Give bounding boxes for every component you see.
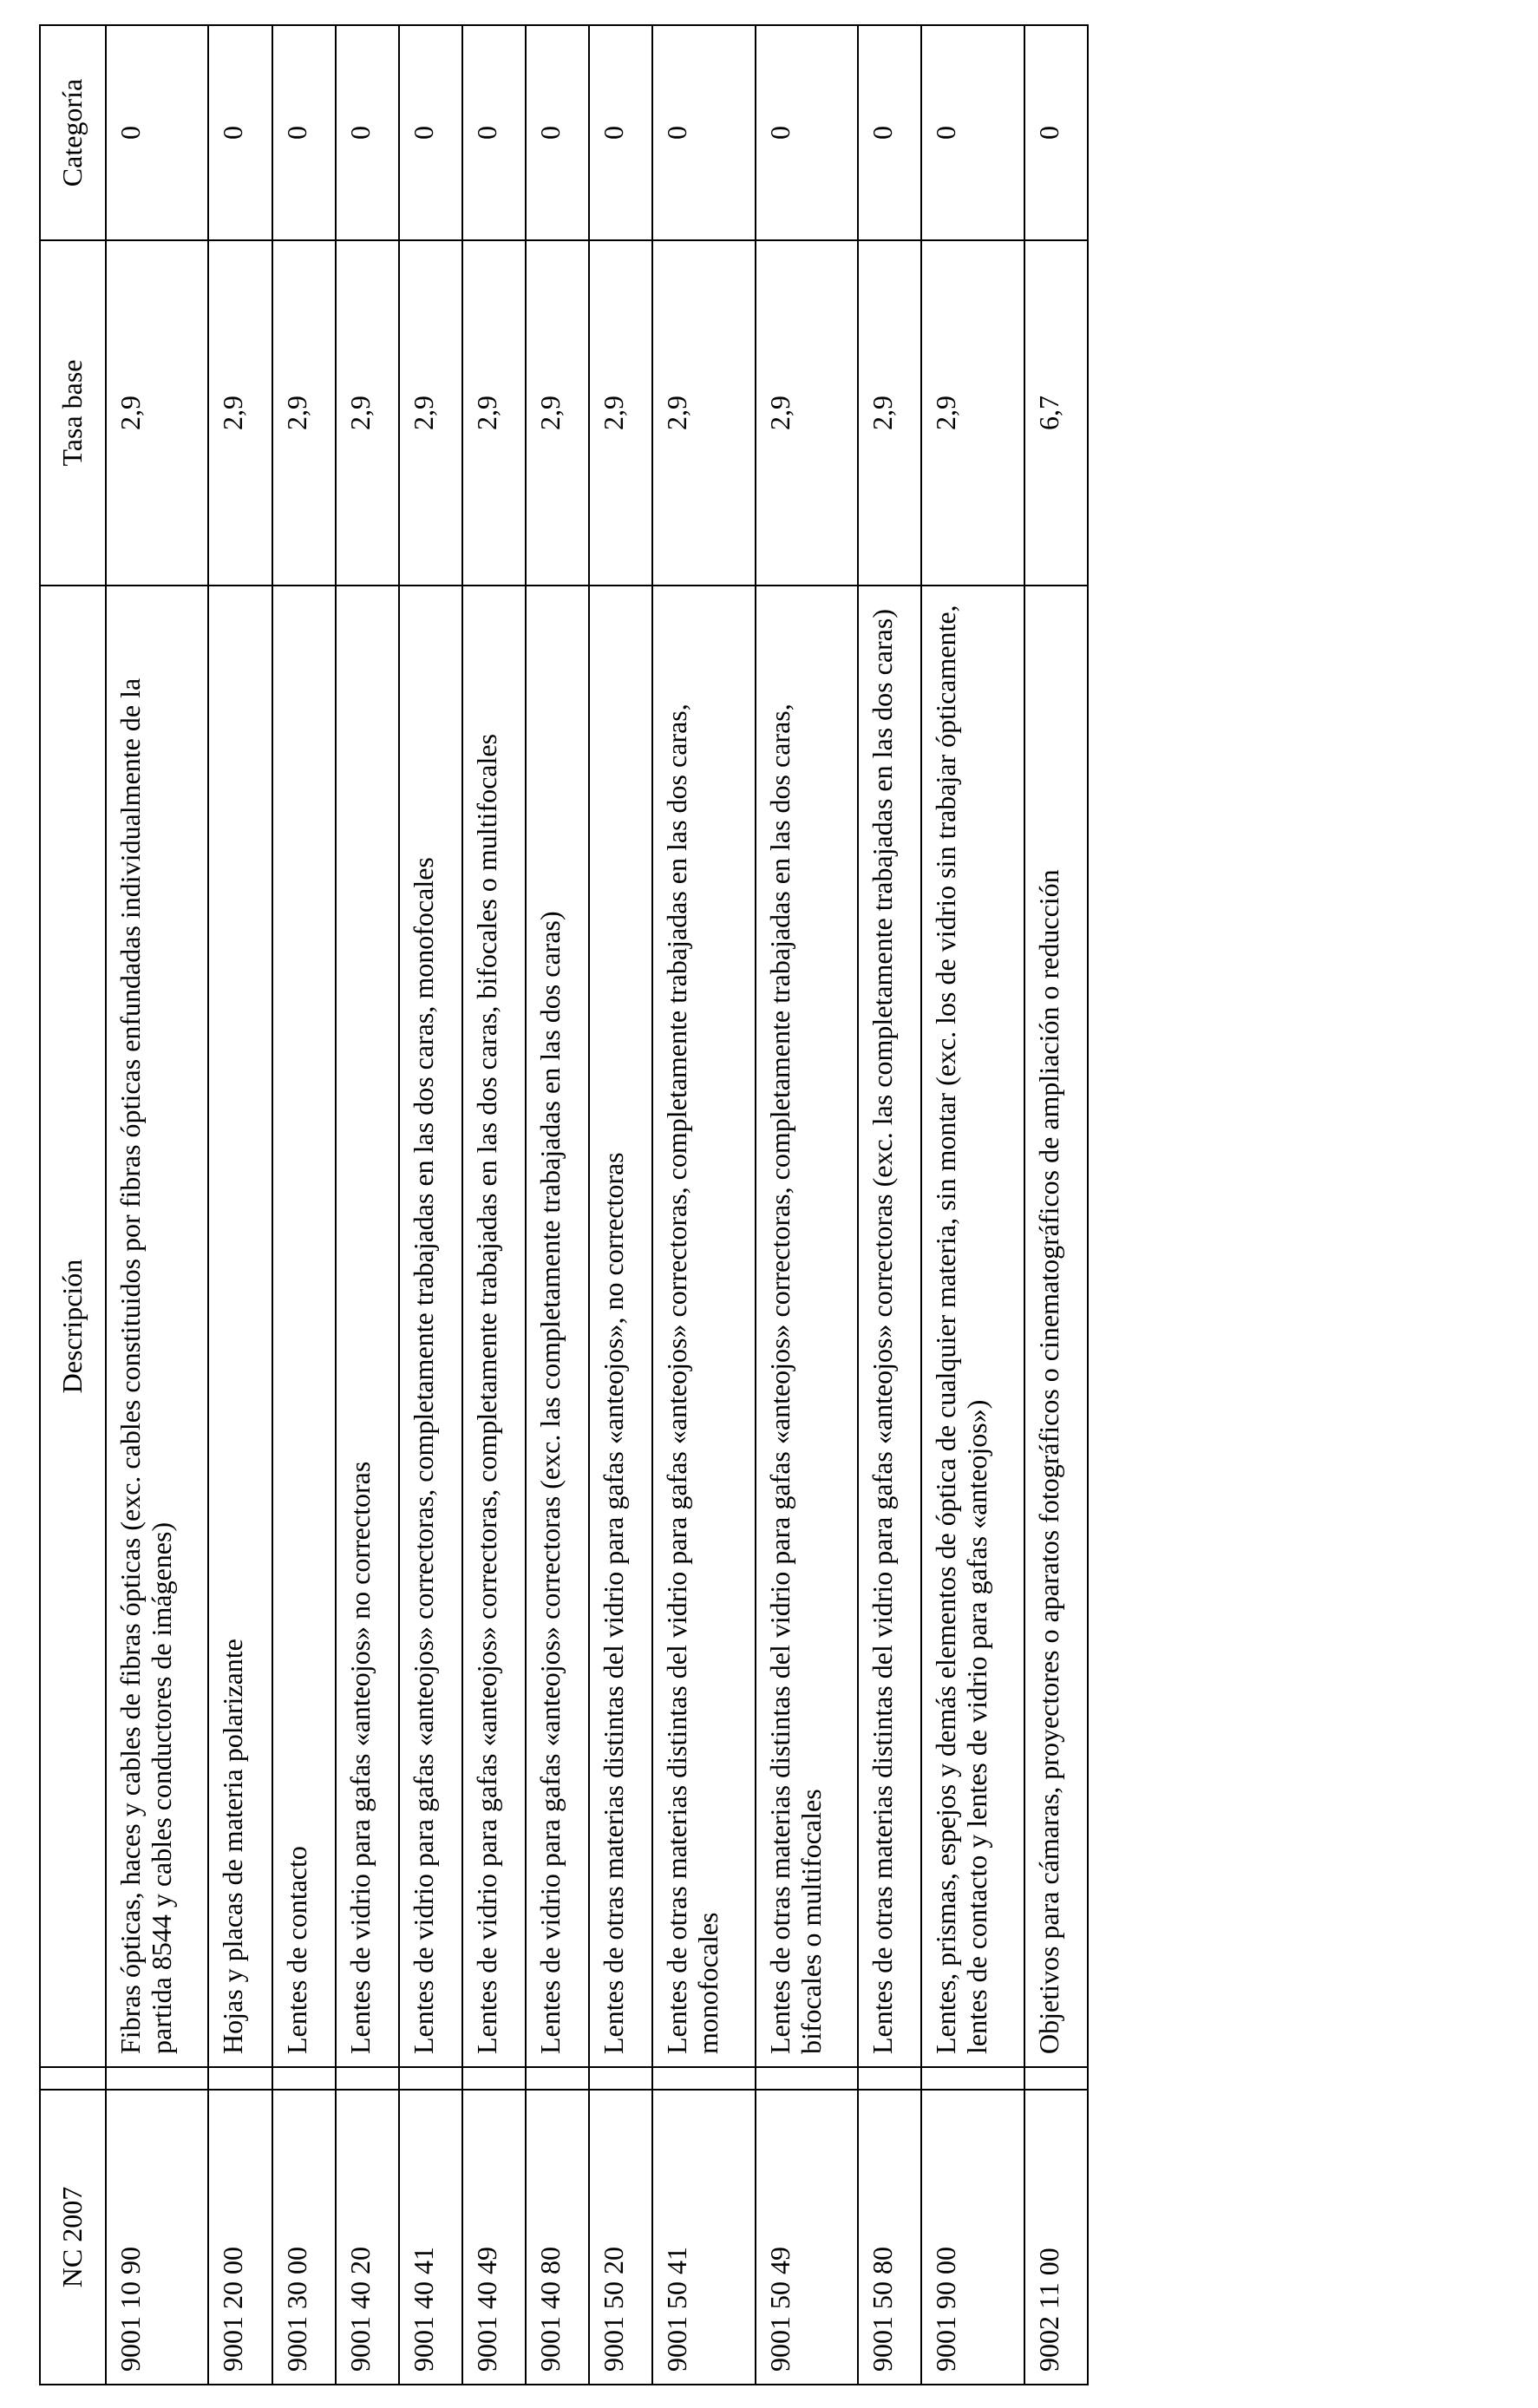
cell-code: 9001 40 41 xyxy=(399,2090,462,2385)
cell-spacer xyxy=(462,2067,526,2090)
cell-rate: 2,9 xyxy=(208,240,272,586)
header-description: Descripción xyxy=(40,586,106,2067)
table-row xyxy=(399,25,462,2385)
cell-category: 0 xyxy=(462,25,526,240)
cell-code: 9001 50 20 xyxy=(589,2090,652,2385)
cell-description: Hojas y placas de materia polarizante xyxy=(208,586,272,2067)
table-row xyxy=(652,25,755,2385)
cell-rate: 2,9 xyxy=(652,240,755,586)
cell-code: 9001 90 00 xyxy=(921,2090,1024,2385)
cell-spacer xyxy=(526,2067,589,2090)
cell-category: 0 xyxy=(208,25,272,240)
cell-code: 9001 40 80 xyxy=(526,2090,589,2385)
table-row xyxy=(272,25,336,2385)
header-code: NC 2007 xyxy=(40,2090,106,2385)
cell-category: 0 xyxy=(272,25,336,240)
table-row xyxy=(1024,25,1088,2385)
cell-code: 9001 50 49 xyxy=(756,2090,858,2385)
cell-description: Lentes de otras materias distintas del vidrio para gafas «anteojos» correctoras (exc. las completamente trabajadas en las dos caras) xyxy=(858,586,921,2067)
cell-rate: 2,9 xyxy=(756,240,858,586)
cell-spacer xyxy=(858,2067,921,2090)
cell-rate: 2,9 xyxy=(336,240,399,586)
cell-rate: 2,9 xyxy=(106,240,208,586)
cell-category: 0 xyxy=(1024,25,1088,240)
cell-category: 0 xyxy=(858,25,921,240)
cell-category: 0 xyxy=(106,25,208,240)
table-row xyxy=(526,25,589,2385)
cell-code: 9001 50 80 xyxy=(858,2090,921,2385)
cell-spacer xyxy=(208,2067,272,2090)
cell-spacer xyxy=(921,2067,1024,2090)
cell-code: 9001 20 00 xyxy=(208,2090,272,2385)
cell-rate: 6,7 xyxy=(1024,240,1088,586)
cell-spacer xyxy=(756,2067,858,2090)
cell-spacer xyxy=(272,2067,336,2090)
cell-code: 9001 50 41 xyxy=(652,2090,755,2385)
table-row xyxy=(462,25,526,2385)
cell-spacer xyxy=(336,2067,399,2090)
cell-rate: 2,9 xyxy=(272,240,336,586)
cell-code: 9002 11 00 xyxy=(1024,2090,1088,2385)
cell-description: Lentes de otras materias distintas del vidrio para gafas «anteojos», no correctoras xyxy=(589,586,652,2067)
cell-description: Lentes, prismas, espejos y demás elementos de óptica de cualquier materia, sin montar (exc. los de vidrio sin trabajar ópticamente, lentes de contacto y lentes de vidrio para gafas «anteojos») xyxy=(921,586,1024,2067)
header-row xyxy=(40,25,106,2385)
table-row xyxy=(106,25,208,2385)
cell-description: Objetivos para cámaras, proyectores o aparatos fotográficos o cinematográficos de ampliación o reducción xyxy=(1024,586,1088,2067)
cell-category: 0 xyxy=(399,25,462,240)
cell-code: 9001 30 00 xyxy=(272,2090,336,2385)
cell-rate: 2,9 xyxy=(399,240,462,586)
cell-description: Lentes de vidrio para gafas «anteojos» correctoras, completamente trabajadas en las dos caras, bifocales o multifocales xyxy=(462,586,526,2067)
cell-category: 0 xyxy=(921,25,1024,240)
cell-category: 0 xyxy=(756,25,858,240)
table-row xyxy=(208,25,272,2385)
cell-code: 9001 10 90 xyxy=(106,2090,208,2385)
cell-rate: 2,9 xyxy=(589,240,652,586)
cell-description: Lentes de contacto xyxy=(272,586,336,2067)
header-spacer xyxy=(40,2067,106,2090)
cell-category: 0 xyxy=(526,25,589,240)
cell-category: 0 xyxy=(336,25,399,240)
cell-spacer xyxy=(1024,2067,1088,2090)
cell-category: 0 xyxy=(589,25,652,240)
table-row xyxy=(756,25,858,2385)
cell-rate: 2,9 xyxy=(858,240,921,586)
header-category: Categoría xyxy=(40,25,106,240)
cell-description: Lentes de otras materias distintas del vidrio para gafas «anteojos» correctoras, completamente trabajadas en las dos caras, bifocales o multifocales xyxy=(756,586,858,2067)
cell-description: Lentes de vidrio para gafas «anteojos» correctoras, completamente trabajadas en las dos caras, monofocales xyxy=(399,586,462,2067)
cell-spacer xyxy=(399,2067,462,2090)
cell-description: Fibras ópticas, haces y cables de fibras ópticas (exc. cables constituidos por fibras ópticas enfundadas individualmente de la partida 8544 y cables conductores de imágenes) xyxy=(106,586,208,2067)
cell-spacer xyxy=(106,2067,208,2090)
cell-code: 9001 40 20 xyxy=(336,2090,399,2385)
tariff-table xyxy=(39,24,1089,2385)
table-row xyxy=(336,25,399,2385)
cell-code: 9001 40 49 xyxy=(462,2090,526,2385)
cell-description: Lentes de vidrio para gafas «anteojos» no correctoras xyxy=(336,586,399,2067)
table-row xyxy=(589,25,652,2385)
cell-category: 0 xyxy=(652,25,755,240)
cell-rate: 2,9 xyxy=(526,240,589,586)
header-rate: Tasa base xyxy=(40,240,106,586)
cell-spacer xyxy=(652,2067,755,2090)
cell-description: Lentes de otras materias distintas del vidrio para gafas «anteojos» correctoras, completamente trabajadas en las dos caras, monofocales xyxy=(652,586,755,2067)
table-row xyxy=(858,25,921,2385)
cell-rate: 2,9 xyxy=(462,240,526,586)
cell-spacer xyxy=(589,2067,652,2090)
cell-description: Lentes de vidrio para gafas «anteojos» correctoras (exc. las completamente trabajadas en las dos caras) xyxy=(526,586,589,2067)
table-row xyxy=(921,25,1024,2385)
rotated-page xyxy=(39,26,1089,2385)
table-body xyxy=(106,25,1088,2385)
cell-rate: 2,9 xyxy=(921,240,1024,586)
